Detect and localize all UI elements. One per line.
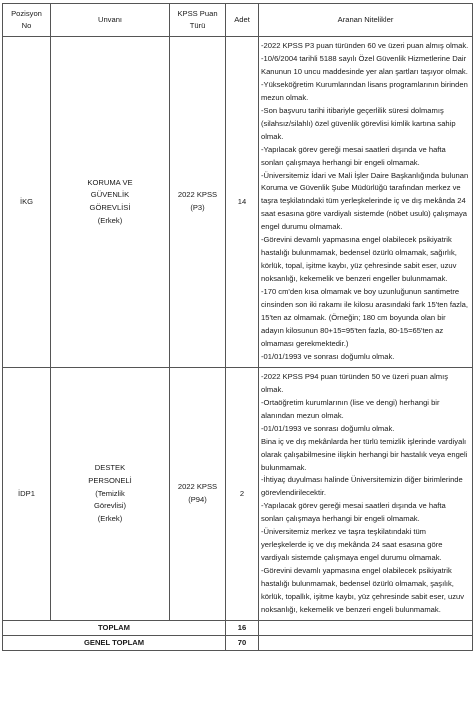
kpss-cell <box>170 367 226 620</box>
unvan-cell <box>51 37 170 368</box>
requirement-item: -Yapılacak görev gereği mesai saatleri dışında ve hafta sonları çalışmaya herhangi bir engeli olmamak. <box>261 501 446 524</box>
grand-total-value: 70 <box>226 635 259 650</box>
unvan-line: DESTEK <box>94 463 126 473</box>
header-kpss <box>170 4 226 37</box>
kpss-cell <box>170 37 226 368</box>
positions-table <box>2 3 473 651</box>
header-nitelikler: Aranan Nitelikler <box>259 4 473 37</box>
requirement-item: -Görevini devamlı yapmasına engel olabilecek psikiyatrik hastalığı bulunmamak, bedensel özürlü olmamak, şaşılık, körlük, topallık, işitme kaybı, yüz çehresinde sabit eser, uzuv noksanlığı, kekemelik ve benzeri engeli bulunmamak. <box>261 566 465 614</box>
kpss-line: (P94) <box>188 494 207 504</box>
requirement-item: -Üniversitemiz İdari ve Mali İşler Daire Başkanlığında bulunan Koruma ve Güvenlik Şube Müdürlüğü tarafından merkez ve taşra teşkilatındaki tüm yerleşkelerinde iç ve dış mekânda 24 saat esasına göre vardiyalı sistemde (nöbet usulü) çalışmaya engel durumu olmamak. <box>261 170 469 232</box>
pozisyon-no-cell: İDP1 <box>3 367 51 620</box>
kpss-line: 2022 KPSS <box>177 190 218 200</box>
total-value: 16 <box>226 620 259 635</box>
pozisyon-no-cell: İKG <box>3 37 51 368</box>
requirement-item: -Ortaöğretim kurumlarının (lise ve dengi) herhangi bir alanından mezun olmak. <box>261 397 440 420</box>
unvan-line: PERSONELİ <box>88 475 132 485</box>
requirement-item: -2022 KPSS P3 puan türünden 60 ve üzeri puan almış olmak. <box>261 41 469 50</box>
header-pozisyon-line2: No <box>21 21 32 30</box>
requirement-item: -10/6/2004 tarihli 5188 sayılı Özel Güvenlik Hizmetlerine Dair Kanunun 10 uncu maddesinde yer alan şartları taşıyor olmak. <box>261 53 468 76</box>
unvan-line: Görevlisi) <box>93 501 127 511</box>
header-pozisyon-line1: Pozisyon <box>11 9 42 18</box>
requirement-item: -170 cm'den kısa olmamak ve boy uzunluğunun santimetre cinsinden son iki rakamı ile kilosu arasındaki fark 15'ten fazla, 15'ten az olmamak. (Örneğin; 180 cm boyunda olan bir adayın kilosunun 80+15=95'ten fazla, 80-15=65'ten az olmaması gerekmektedir.) <box>261 287 469 348</box>
adet-cell: 2 <box>226 367 259 620</box>
table-row <box>3 367 473 620</box>
requirement-item: -İhtiyaç duyulması halinde Üniversitemizin diğer birimlerinde görevlendirilecektir. <box>261 475 463 498</box>
total-empty-cell <box>259 620 473 635</box>
grand-total-label: GENEL TOPLAM <box>3 635 226 650</box>
requirement-item: -01/01/1993 ve sonrası doğumlu olmak. <box>261 351 395 361</box>
header-row <box>3 4 473 37</box>
requirement-item: -Son başvuru tarihi itibariyle geçerlilik süresi dolmamış (silahsız/silahlı) özel güvenlik görevlisi kimlik kartına sahip olmak. <box>261 105 456 141</box>
header-kpss-line2: Türü <box>189 21 206 30</box>
header-unvani: Unvanı <box>51 4 170 37</box>
requirement-item: Bina iç ve dış mekânlarda her türlü temizlik işlerinde vardiyalı olarak çalışabilmesine ilişkin herhangi bir hastalık veya engeli bulunmamak. <box>261 436 468 472</box>
unvan-line: (Temizlik <box>95 488 125 498</box>
requirements-cell <box>259 37 473 368</box>
requirement-item: -2022 KPSS P94 puan türünden 50 ve üzeri puan almış olmak. <box>261 371 449 394</box>
unvan-line: (Erkek) <box>97 513 123 523</box>
kpss-line: 2022 KPSS <box>177 482 218 492</box>
unvan-cell <box>51 367 170 620</box>
requirement-item: -01/01/1993 ve sonrası doğumlu olmak. <box>261 423 395 433</box>
table-row <box>3 37 473 368</box>
kpss-line: (P3) <box>190 202 205 212</box>
requirement-item: -Yapılacak görev gereği mesai saatleri dışında ve hafta sonları çalışmaya herhangi bir engeli olmamak. <box>261 144 446 167</box>
unvan-line: (Erkek) <box>97 215 123 225</box>
requirement-item: -Görevini devamlı yapmasına engel olabilecek psikiyatrik hastalığı bulunmamak, bedensel özürlü olmamak, sağırlık, körlük, topal, işitme kaybı, yüz çehresinde sabit eser, uzuv noksanlığı, kekemelik ve benzeri engeller bulunmamak. <box>261 235 457 284</box>
requirement-item: -Yükseköğretim Kurumlarından lisans programlarının birinden mezun olmak. <box>261 79 468 102</box>
total-label: TOPLAM <box>3 620 226 635</box>
grand-total-row <box>3 635 473 650</box>
unvan-line: GÖREVLİSİ <box>89 202 131 212</box>
unvan-line: KORUMA VE <box>87 177 133 187</box>
total-row <box>3 620 473 635</box>
header-pozisyon-no <box>3 4 51 37</box>
requirements-cell <box>259 367 473 620</box>
header-adet: Adet <box>226 4 259 37</box>
requirement-item: -Üniversitemiz merkez ve taşra teşkilatındaki tüm yerleşkelerde iç ve dış mekânda 24 saat esasına göre vardiyalı sistemde çalışmaya engel durumu olmamak. <box>261 527 443 563</box>
header-kpss-line1: KPSS Puan <box>177 9 218 18</box>
adet-cell: 14 <box>226 37 259 368</box>
grand-total-empty-cell <box>259 635 473 650</box>
unvan-line: GÜVENLİK <box>90 190 130 200</box>
